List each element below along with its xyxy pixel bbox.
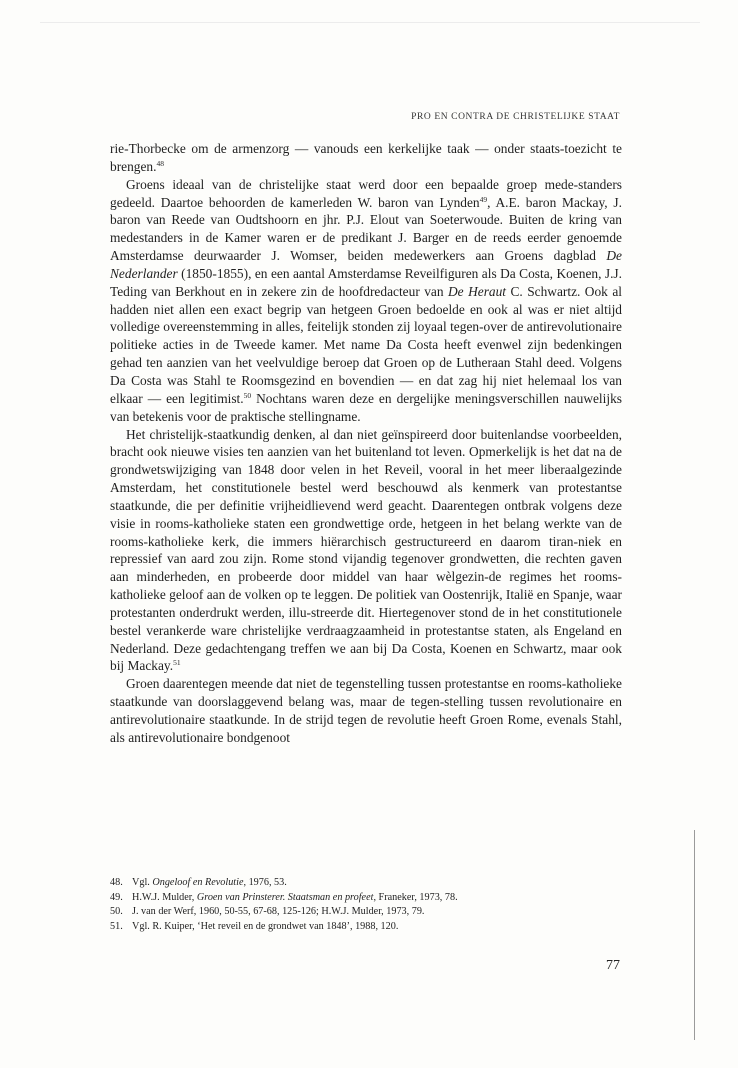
text-run: Vgl. R. Kuiper, ‘Het reveil en de grondwet van 1848’, 1988, 120. [132,920,399,932]
footnote-number: 48. [110,877,123,888]
footnote [110,876,630,891]
text-run: (1850-1855), en een aantal Amsterdamse Reveilfiguren als Da Costa, Koenen, J.J. Teding van Berkhout en in zekere zin de hoofdredacteur van [110,265,622,299]
text-run: , 1976, 53. [243,877,287,888]
scan-edge-line [694,830,695,1040]
text-run: , Franeker, 1973, 78. [373,891,458,903]
page-number: 77 [606,958,620,973]
text-run: Groens ideaal van de christelijke staat werd door een bepaalde groep mede-standers gedeeld. Daartoe behoorden de kamerleden W. baron van Lynden [110,176,622,210]
footnote-number: 50. [110,906,123,918]
footnote [110,891,630,906]
text-run: Groen daarentegen meende dat niet de tegenstelling tussen protestantse en rooms-katholieke staatkunde van doorslaggevend belang was, maar de tegen-stelling tussen revolutionaire en antirevolutionaire staatkunde. In de strijd tegen de revolutie heeft Groen Rome, evenals Stahl, als antirevolutionaire bondgenoot [110,676,622,745]
footnote [110,905,630,920]
italic-title: Groen van Prinsterer. Staatsman en profeet [196,891,374,903]
footnote-ref: 50 [243,390,252,400]
footnote [110,920,630,935]
text-run: H.W.J. Mulder, [132,891,197,903]
text-run: Vgl. [132,877,153,888]
scan-top-edge [40,22,700,23]
paragraph [110,176,622,426]
italic-title: De Heraut [448,283,507,299]
paragraph [110,140,622,176]
footnote-ref: 51 [173,658,181,668]
body-text [110,140,622,747]
paragraph [110,675,622,746]
text-run: Nochtans waren deze en dergelijke meningsverschillen nauwelijks van betekenis voor de praktische stellingname. [110,390,623,424]
text-run: J. van der Werf, 1960, 50-55, 67-68, 125-126; H.W.J. Mulder, 1973, 79. [132,906,425,918]
paragraph [110,426,622,676]
italic-title: Ongeloof en Revolutie [152,877,244,888]
text-run: C. Schwartz. Ook al hadden niet allen een exact begrip van hetgeen Groen bedoelde en ook al was er niet altijd volledige overeenstemming in alles, feitelijk stonden zij loyaal tegen-over de antirevolutionaire politieke acties in de Tweede kamer. Met name Da Costa heeft evenwel zijn bedenkingen gehad ten aanzien van het veelvuldige beroep dat Groen op de Lutheraan Stahl deed. Volgens Da Costa was Stahl te Roomsgezind en bovendien — en dat zag hij niet helemaal los van elkaar — een legitimist. [110,283,622,406]
italic-title: De Nederlander [110,248,622,281]
footnote-number: 51. [110,920,123,932]
running-head: PRO EN CONTRA DE CHRISTELIJKE STAAT [411,112,620,122]
text-run: Het christelijk-staatkundig denken, al dan niet geïnspireerd door buitenlandse voorbeelden, bracht ook nieuwe visies ten aanzien van het buitenland tot leven. Opmerkelijk is het dat na de grondwetswijziging van 1848 door velen in het Reveil, vooral in het meer liberaalgezinde Amsterdam, het constitutionele bestel werd beschouwd als kenmerk van protestantse staatkunde, die per definitie vrijheidlievend werd geacht. Daarentegen ontbrak volgens deze visie in rooms-katholieke staten een grondwettige orde, hetgeen in het belang werkte van de rooms-katholieke kerk, die immers hiërarchisch gestructureerd en daarom tiran-niek en repressief van aard zou zijn. Rome stond vijandig tegenover grondwetten, die rechten gaven aan minderheden, en probeerde door middel van haar wèlgezin-de regimes het rooms-katholieke geloof aan de volken op te leggen. De politiek van Oostenrijk, Italië en Spanje, waar protestanten onderdrukt werden, illu-streerde dit. Hiertegenover stond de in het constitutionele bestel verankerde ware christelijke verdraagzaamheid in protestantse staten, als Engeland en Nederland. Deze gedachtengang treffen we aan bij Da Costa, Koenen en Schwartz, maar ook bij Mackay. [110,426,622,674]
footnote-number: 49. [110,891,123,903]
footnotes [110,876,630,934]
footnote-ref: 49 [479,194,488,204]
footnote-ref: 48 [156,158,164,168]
text-run: , A.E. baron Mackay, J. baron van Reede van Oudtshoorn en jhr. P.J. Elout van Soeterwoude. Buiten de kring van medestanders in de Kamer waren er de predikant J. Barger en de reeds eerder genoemde Amsterdamse deurwaarder J. Womser, beiden medewerkers aan Groens dagblad [110,194,622,264]
text-run: rie-Thorbecke om de armenzorg — vanouds een kerkelijke taak — onder staats-toezicht te brengen. [110,141,622,174]
